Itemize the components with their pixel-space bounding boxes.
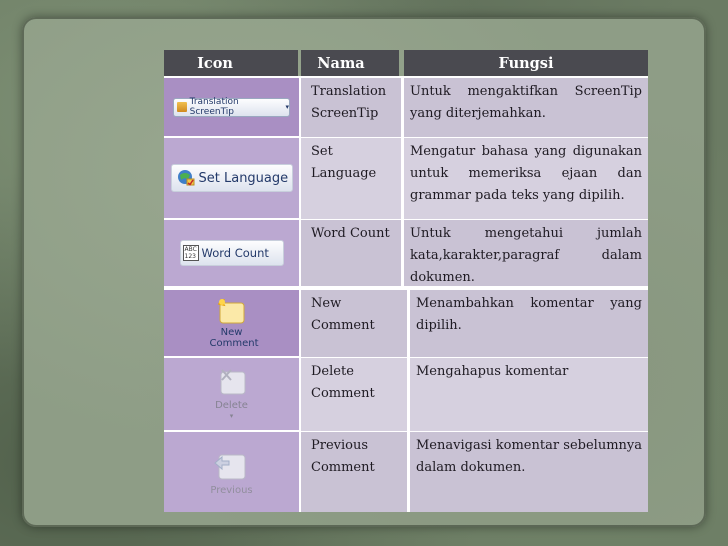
icon-label: Previous: [210, 484, 253, 496]
translation-screentip-icon[interactable]: Translation ScreenTip ▾: [173, 98, 290, 117]
set-language-icon[interactable]: [171, 164, 293, 192]
cell-nama: Word Count: [301, 220, 401, 286]
icon-cell: [164, 78, 299, 136]
icon-label: Word Count: [201, 246, 269, 260]
cell-fungsi: Untuk mengaktifkan ScreenTip yang diterjemahkan.: [404, 78, 648, 138]
icon-cell: [164, 358, 299, 430]
cell-nama: New Comment: [301, 290, 407, 358]
icon-cell: [164, 138, 299, 218]
icon-label: New Comment: [209, 327, 259, 349]
icon-cell: [164, 220, 299, 286]
header-fungsi: Fungsi: [404, 50, 648, 76]
cell-fungsi: Mengahapus komentar: [410, 358, 648, 432]
column-divider: [299, 290, 301, 512]
cell-nama: Delete Comment: [301, 358, 407, 432]
new-comment-icon[interactable]: [209, 297, 259, 349]
icon-cell: [164, 432, 299, 512]
cell-nama: Set Language: [301, 138, 401, 220]
header-nama: Nama: [301, 50, 399, 76]
cell-fungsi: Menavigasi komentar sebelumnya dalam dokumen.: [410, 432, 648, 512]
cell-fungsi: Mengatur bahasa yang digunakan untuk memeriksa ejaan dan grammar pada teks yang dipilih.: [404, 138, 648, 220]
delete-comment-icon[interactable]: Delete ▾: [215, 366, 249, 422]
column-divider: [401, 78, 404, 286]
cell-nama: Translation ScreenTip: [301, 78, 401, 138]
column-divider: [407, 290, 410, 512]
cell-fungsi: Menambahkan komentar yang dipilih.: [410, 290, 648, 358]
icon-label: Delete: [215, 400, 248, 411]
cell-fungsi: Untuk mengetahui jumlah kata,karakter,paragraf dalam dokumen.: [404, 220, 648, 286]
cell-nama: Previous Comment: [301, 432, 407, 512]
column-divider: [299, 78, 301, 286]
icon-sub-label: ABC 123: [184, 246, 197, 260]
icon-cell: [164, 290, 299, 356]
icon-label: Translation ScreenTip: [189, 97, 239, 117]
section-divider: [164, 286, 648, 290]
word-count-icon[interactable]: [180, 240, 284, 266]
icon-label: Set Language: [198, 170, 289, 186]
previous-comment-icon[interactable]: [210, 449, 252, 496]
ribbon-commands-table: [164, 50, 648, 512]
header-icon: Icon: [164, 50, 298, 76]
